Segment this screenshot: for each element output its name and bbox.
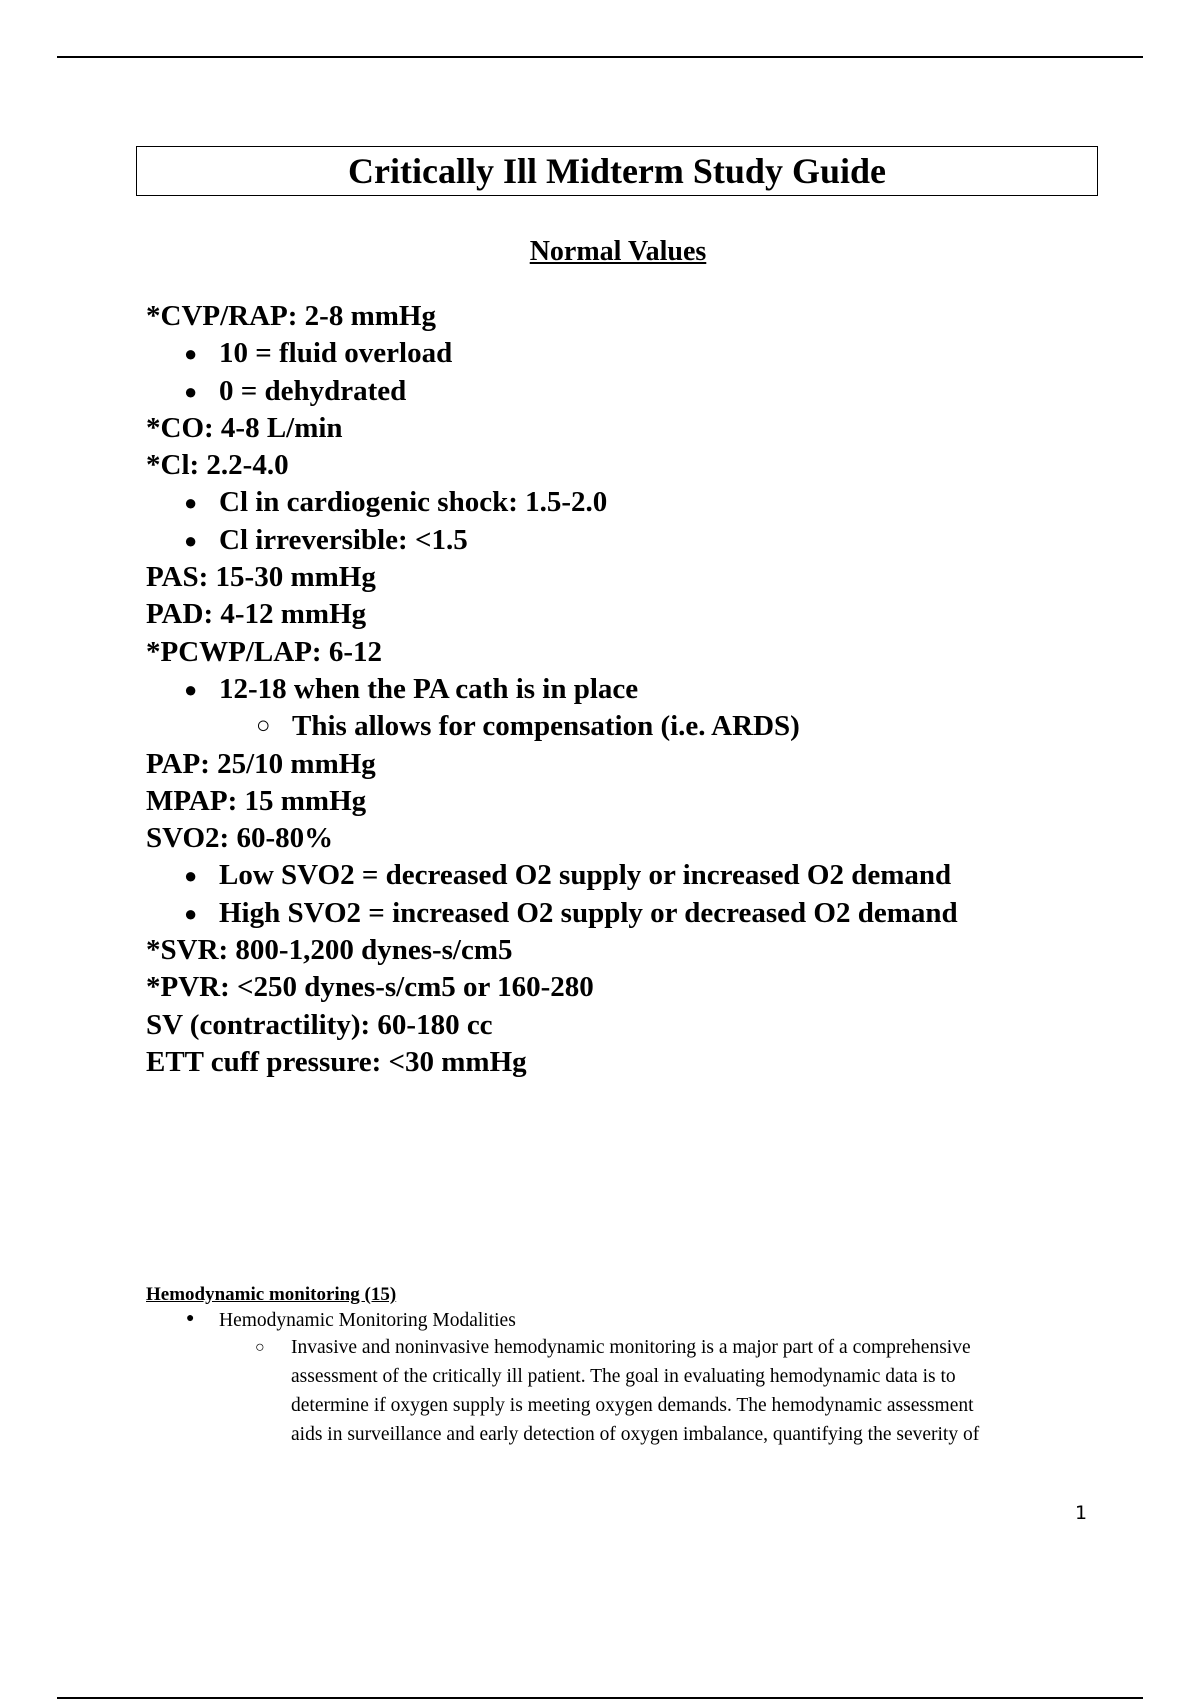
normal-value-item (146, 447, 1146, 484)
normal-value-text: This allows for compensation (i.e. ARDS) (292, 710, 800, 743)
normal-value-item (146, 932, 1146, 969)
bullet-icon: ● (184, 341, 198, 367)
bullet-icon: ● (184, 676, 198, 702)
normal-value-item (146, 783, 1146, 820)
normal-value-text: *PCWP/LAP: 6-12 (146, 635, 382, 668)
normal-value-item (146, 410, 1146, 447)
section-heading-hemodynamic: Hemodynamic monitoring (15) (146, 1284, 397, 1305)
page-title: Critically Ill Midterm Study Guide (348, 151, 886, 191)
normal-value-text: SVO2: 60-80% (146, 822, 334, 855)
normal-value-text: High SVO2 = increased O2 supply or decreased O2 demand (219, 896, 958, 929)
normal-value-item (146, 969, 1146, 1006)
normal-value-item (146, 895, 1146, 932)
normal-value-item (146, 820, 1146, 857)
normal-value-text: Cl in cardiogenic shock: 1.5-2.0 (219, 486, 608, 519)
paragraph-line: aids in surveillance and early detection of oxygen imbalance, quantifying the severity of (291, 1424, 980, 1445)
paragraph-line: determine if oxygen supply is meeting oxygen demands. The hemodynamic assessment (291, 1395, 974, 1416)
normal-value-text: *CVP/RAP: 2-8 mmHg (146, 300, 436, 332)
normal-value-item (146, 746, 1146, 783)
normal-value-text: *PVR: <250 dynes-s/cm5 or 160-280 (146, 971, 594, 1004)
normal-value-text: PAS: 15-30 mmHg (146, 561, 376, 594)
normal-value-text: Low SVO2 = decreased O2 supply or increased O2 demand (219, 859, 952, 892)
bullet-icon: ● (184, 900, 198, 926)
normal-value-text: *CO: 4-8 L/min (146, 411, 343, 444)
section-title-normal-values: Normal Values (529, 236, 707, 267)
bullet-icon: ● (184, 490, 198, 516)
bullet-icon: ● (186, 1311, 195, 1326)
normal-value-text: 0 = dehydrated (219, 374, 407, 407)
hollow-bullet-icon: ○ (256, 713, 271, 740)
normal-value-item (146, 298, 1146, 335)
normal-value-item (146, 1007, 1146, 1044)
modalities-paragraph (255, 1333, 1091, 1449)
normal-values-list (146, 298, 1146, 1081)
normal-value-text: MPAP: 15 mmHg (146, 784, 367, 817)
normal-value-item (146, 522, 1146, 559)
bullet-icon: ● (184, 378, 198, 404)
normal-value-item (146, 857, 1146, 894)
normal-value-text: 10 = fluid overload (219, 337, 453, 370)
normal-value-text: PAP: 25/10 mmHg (146, 747, 376, 780)
normal-value-text: *SVR: 800-1,200 dynes-s/cm5 (146, 934, 513, 967)
normal-value-item (146, 708, 1146, 745)
bullet-icon: ● (184, 527, 198, 553)
list-item-label: Hemodynamic Monitoring Modalities (219, 1310, 516, 1331)
normal-value-item (146, 1044, 1146, 1081)
normal-value-text: ETT cuff pressure: <30 mmHg (146, 1045, 527, 1078)
list-item-modalities (186, 1310, 516, 1332)
top-rule (57, 56, 1143, 58)
normal-value-item (146, 335, 1146, 372)
page-number: 1 (1075, 1502, 1088, 1524)
normal-value-item (146, 671, 1146, 708)
bullet-icon: ● (184, 863, 198, 889)
normal-value-text: PAD: 4-12 mmHg (146, 598, 367, 631)
normal-value-item (146, 484, 1146, 521)
paragraph-line: Invasive and noninvasive hemodynamic monitoring is a major part of a comprehensive (291, 1337, 971, 1358)
normal-value-text: Cl irreversible: <1.5 (219, 523, 468, 556)
paragraph-line: assessment of the critically ill patient. The goal in evaluating hemodynamic data is to (291, 1366, 956, 1387)
bottom-rule (57, 1697, 1143, 1699)
hollow-bullet-icon: ○ (255, 1339, 265, 1356)
normal-value-text: SV (contractility): 60-180 cc (146, 1008, 493, 1041)
normal-value-item (146, 596, 1146, 633)
normal-value-text: 12-18 when the PA cath is in place (219, 672, 639, 705)
normal-value-item (146, 373, 1146, 410)
normal-value-item (146, 634, 1146, 671)
normal-value-item (146, 559, 1146, 596)
normal-value-text: *Cl: 2.2-4.0 (146, 449, 289, 482)
title-box (136, 146, 1098, 196)
